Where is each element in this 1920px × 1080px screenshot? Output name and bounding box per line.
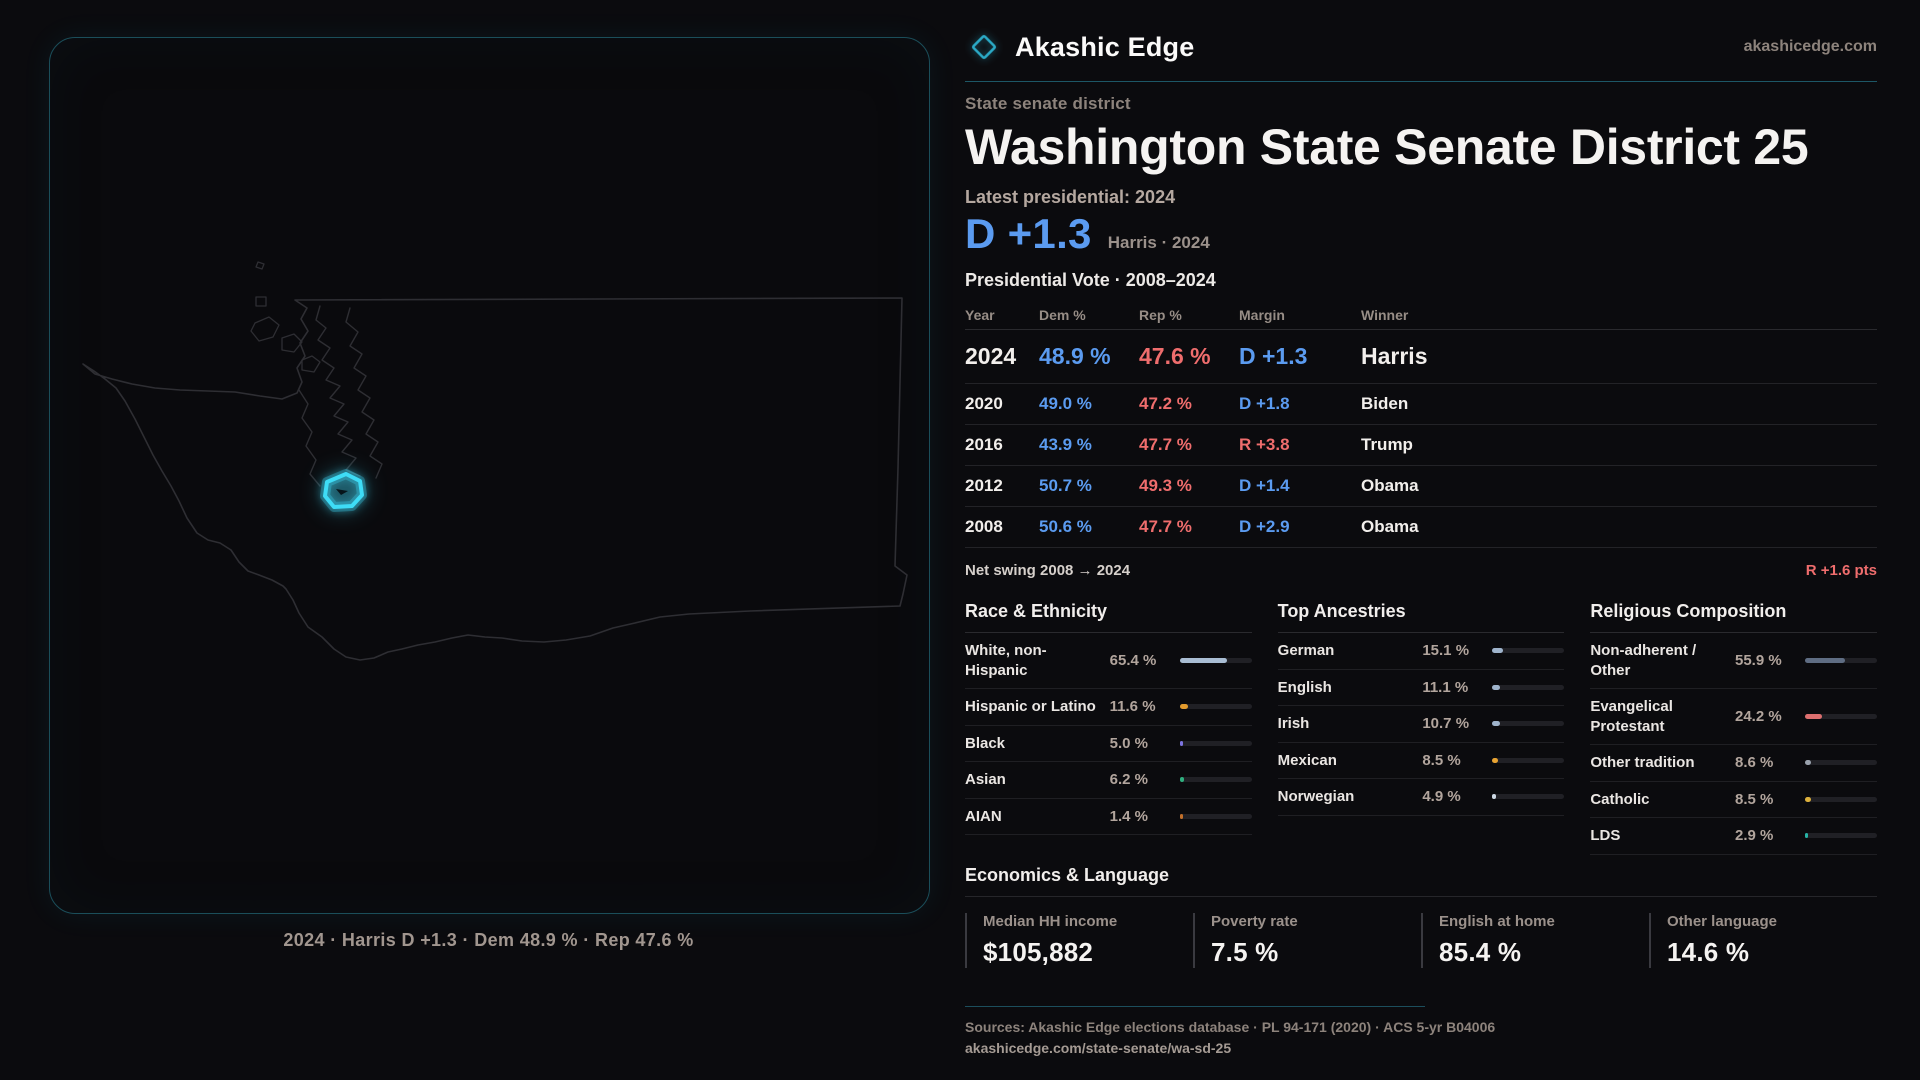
economics-grid (965, 913, 1877, 968)
column-header: Dem % (1039, 307, 1086, 323)
econ-stat (1649, 913, 1877, 968)
island-speck (256, 262, 264, 269)
permalink[interactable]: akashicedge.com/state-senate/wa-sd-25 (965, 1039, 1232, 1056)
stat-bar (1180, 741, 1252, 746)
stat-bar-fill (1180, 777, 1184, 782)
demo-row (965, 689, 1252, 726)
demo-value: 11.1 % (1422, 678, 1469, 696)
dem-cell: 50.7 % (1039, 476, 1092, 495)
brand-name: Akashic Edge (1015, 31, 1195, 62)
stat-bar (1180, 704, 1252, 709)
rep-cell: 47.6 % (1139, 343, 1211, 369)
demo-value: 15.1 % (1422, 642, 1470, 660)
demo-row (1278, 633, 1565, 670)
net-swing-value: R +1.6 pts (1805, 562, 1877, 579)
dem-cell: 43.9 % (1039, 435, 1092, 454)
demo-label: Asian (965, 771, 1006, 788)
demo-label: Norwegian (1277, 788, 1355, 805)
net-swing (965, 562, 1877, 579)
demo-row (1278, 670, 1565, 707)
demo-value: 1.4 % (1109, 807, 1149, 825)
demo-row (965, 633, 1252, 689)
site-link[interactable]: akashicedge.com (1743, 38, 1877, 55)
year-cell: 2008 (965, 517, 1003, 536)
results-row-2008 (965, 507, 1877, 548)
demo-row (1590, 818, 1877, 855)
demo-label: German (1277, 642, 1335, 659)
district-25-highlight (325, 474, 362, 507)
econ-stat-label: English at home (1439, 912, 1555, 930)
demo-value: 6.2 % (1109, 771, 1149, 789)
map-panel (49, 37, 930, 914)
demo-row (1590, 782, 1877, 819)
demo-value: 24.2 % (1734, 708, 1782, 725)
demo-column-race-ethnicity (965, 601, 1252, 855)
year-cell: 2024 (965, 343, 1017, 369)
stat-bar (1805, 797, 1877, 802)
winner-cell: Obama (1361, 517, 1419, 536)
demo-column-title: Top Ancestries (1278, 601, 1565, 633)
island (251, 317, 279, 341)
point-roberts (256, 297, 266, 306)
demo-row (1590, 745, 1877, 782)
stat-bar (1492, 648, 1564, 653)
demo-value: 8.6 % (1734, 754, 1774, 772)
econ-stat-value: 85.4 % (1439, 936, 1522, 967)
column-header: Margin (1239, 307, 1285, 323)
rep-cell: 47.7 % (1139, 517, 1192, 536)
econ-stat-label: Poverty rate (1211, 912, 1298, 930)
puget-sound-channel (346, 308, 382, 478)
margin-cell: D +1.3 (1239, 343, 1308, 369)
winner-cell: Harris (1361, 343, 1428, 369)
economics-title: Economics & Language (965, 865, 1877, 897)
demo-row (1278, 779, 1565, 816)
demo-value: 8.5 % (1734, 790, 1774, 808)
demo-value: 10.7 % (1422, 715, 1470, 733)
demo-value: 5.0 % (1109, 734, 1149, 752)
demo-row (1278, 743, 1565, 780)
results-row-2012 (965, 466, 1877, 507)
state-outline (83, 298, 907, 660)
demo-value: 2.9 % (1734, 827, 1774, 845)
demo-row (1590, 633, 1877, 689)
headline-context: Harris · 2024 (1107, 233, 1210, 252)
stat-bar (1492, 721, 1564, 726)
demo-label: AIAN (965, 807, 1002, 825)
demo-row (1278, 706, 1565, 743)
stat-bar-fill (1180, 704, 1188, 709)
stat-bar-fill (1180, 814, 1183, 819)
map-caption: 2024 · Harris D +1.3 · Dem 48.9 % · Rep 47.6 % (283, 930, 694, 950)
footer (965, 1006, 1877, 1056)
results-table (965, 301, 1877, 548)
demo-label: Hispanic or Latino (965, 698, 1096, 715)
rep-cell: 49.3 % (1139, 476, 1192, 495)
dem-cell: 49.0 % (1039, 394, 1092, 413)
header-divider (965, 81, 1877, 82)
results-row-2024 (965, 330, 1877, 384)
margin-cell: D +1.4 (1239, 476, 1290, 495)
demo-value: 55.9 % (1734, 652, 1782, 669)
demo-column-religious-composition (1590, 601, 1877, 855)
hood-canal (299, 390, 320, 486)
demo-label: Mexican (1277, 751, 1337, 769)
stat-bar-fill (1805, 760, 1811, 765)
net-swing-label: Net swing 2008 → 2024 (965, 562, 1131, 579)
econ-stat-value: 7.5 % (1211, 936, 1279, 967)
demo-value: 11.6 % (1109, 698, 1156, 716)
demo-label: English (1277, 678, 1332, 696)
stat-bar (1805, 658, 1877, 663)
stat-bar-fill (1492, 648, 1503, 653)
column-header: Winner (1361, 307, 1409, 323)
stat-bar (1492, 758, 1564, 763)
page-title: Washington State Senate District 25 (965, 119, 1809, 175)
demo-label: LDS (1590, 827, 1621, 844)
demo-label: Other tradition (1590, 754, 1695, 771)
stat-bar (1805, 714, 1877, 719)
footer-divider (965, 1006, 1425, 1007)
demo-row (1590, 689, 1877, 745)
stat-bar-fill (1805, 833, 1808, 838)
stat-bar-fill (1492, 721, 1500, 726)
column-header: Rep % (1139, 307, 1182, 323)
demo-row (965, 799, 1252, 836)
brand-diamond-icon (965, 28, 1003, 66)
econ-stat-value: $105,882 (983, 936, 1094, 967)
demo-label: Irish (1277, 715, 1310, 732)
puget-sound-detail (316, 306, 360, 476)
demographics-grid (965, 601, 1877, 855)
demo-label: White, non-Hispanic (965, 642, 1047, 679)
stat-bar (1492, 794, 1564, 799)
kicker: State senate district (965, 94, 1131, 113)
island (282, 334, 302, 352)
washington-state-map (50, 38, 929, 913)
demo-label: Evangelical Protestant (1590, 698, 1673, 735)
demo-value: 65.4 % (1109, 652, 1157, 669)
headline-margin: D +1.3 (965, 210, 1092, 257)
island (302, 356, 320, 372)
stat-bar-fill (1805, 797, 1811, 802)
margin-cell: D +1.8 (1239, 394, 1290, 413)
year-cell: 2012 (965, 476, 1003, 495)
stat-bar-fill (1180, 741, 1184, 746)
rep-cell: 47.2 % (1139, 394, 1192, 413)
year-cell: 2016 (965, 435, 1003, 454)
stat-bar-fill (1805, 658, 1845, 663)
rep-cell: 47.7 % (1139, 435, 1192, 454)
econ-stat (1193, 913, 1421, 968)
dem-cell: 48.9 % (1039, 343, 1111, 369)
stat-bar (1805, 760, 1877, 765)
demo-value: 4.9 % (1422, 788, 1461, 806)
demo-column-top-ancestries (1278, 601, 1565, 855)
winner-cell: Biden (1361, 394, 1409, 413)
econ-stat (1421, 913, 1649, 968)
headline (965, 210, 1877, 258)
results-table-body (965, 330, 1877, 548)
econ-stat-label: Other language (1667, 912, 1778, 930)
stat-bar-fill (1180, 658, 1227, 663)
results-row-2016 (965, 425, 1877, 466)
stat-bar (1180, 777, 1252, 782)
results-table-head (965, 301, 1877, 330)
econ-stat-value: 14.6 % (1667, 936, 1750, 967)
demo-value: 8.5 % (1422, 751, 1461, 769)
econ-stat (965, 913, 1193, 968)
site-header (965, 28, 1877, 66)
stat-bar-fill (1492, 758, 1498, 763)
econ-stat-label: Median HH income (983, 912, 1118, 930)
margin-cell: R +3.8 (1239, 435, 1290, 454)
stat-bar (1180, 814, 1252, 819)
margin-cell: D +2.9 (1239, 517, 1290, 536)
year-cell: 2020 (965, 394, 1003, 413)
winner-cell: Trump (1361, 435, 1413, 454)
results-row-2020 (965, 384, 1877, 425)
winner-cell: Obama (1361, 476, 1419, 495)
stat-bar-fill (1492, 794, 1496, 799)
demo-row (965, 762, 1252, 799)
stat-bar (1492, 685, 1564, 690)
stat-bar (1180, 658, 1252, 663)
stat-bar-fill (1805, 714, 1822, 719)
latest-presidential-label: Latest presidential: 2024 (965, 187, 1176, 207)
stat-bar-fill (1492, 685, 1500, 690)
demo-column-title: Religious Composition (1590, 601, 1877, 633)
demo-label: Catholic (1590, 790, 1650, 808)
stat-bar (1805, 833, 1877, 838)
column-header: Year (965, 307, 995, 323)
sources-text: Sources: Akashic Edge elections database · PL 94-171 (2020) · ACS 5-yr B04006 (965, 1018, 1496, 1035)
demo-label: Non-adherent / Other (1590, 642, 1697, 679)
demo-label: Black (965, 734, 1006, 752)
demo-row (965, 726, 1252, 763)
dem-cell: 50.6 % (1039, 517, 1092, 536)
demo-column-title: Race & Ethnicity (965, 601, 1252, 633)
results-table-title: Presidential Vote · 2008–2024 (965, 270, 1216, 290)
